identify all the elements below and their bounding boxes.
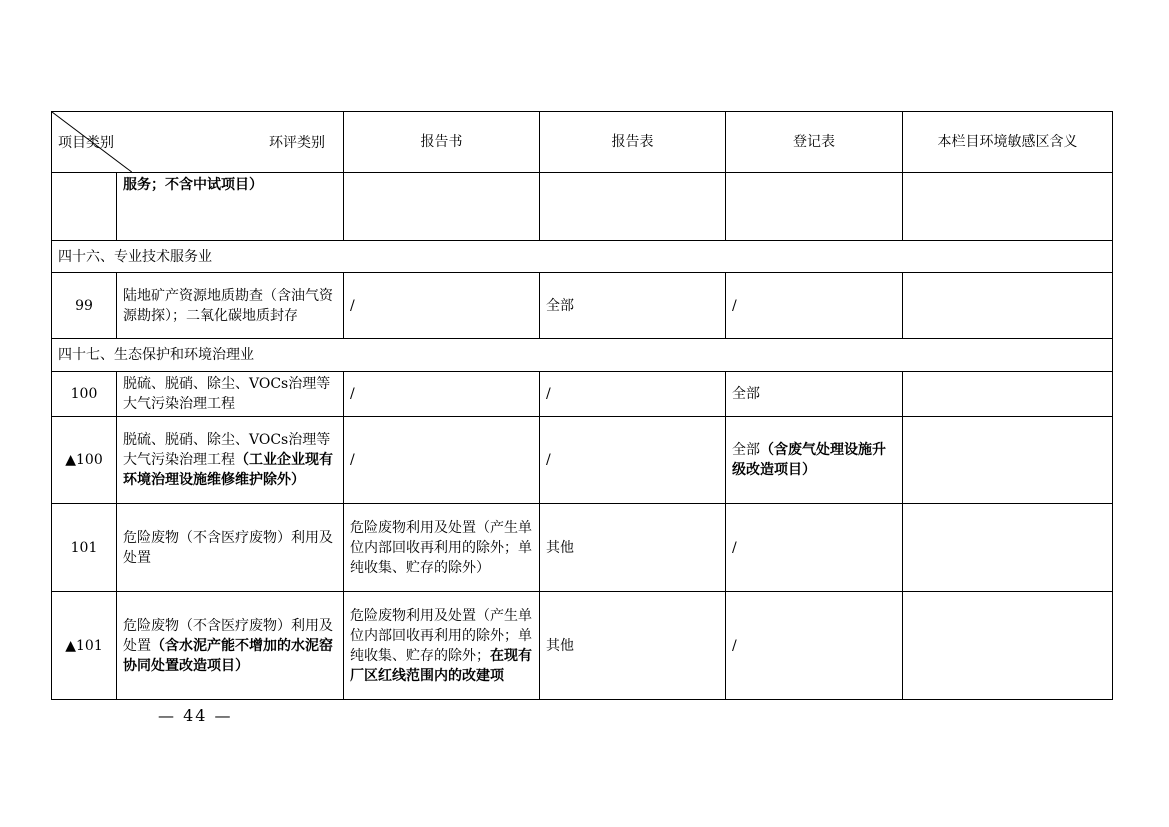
row-number: 100	[52, 372, 117, 417]
row-name-note: （工业企业现有环境治理设施维修维护除外）	[123, 452, 333, 488]
row-registration	[726, 417, 903, 504]
header-report-book: 报告书	[344, 112, 540, 173]
row-registration: /	[726, 592, 903, 700]
row-sensitive	[903, 173, 1113, 241]
row-number	[52, 173, 117, 241]
row-report-form: 其他	[540, 592, 726, 700]
row-name: 陆地矿产资源地质勘查（含油气资源勘探）；二氧化碳地质封存	[117, 273, 344, 339]
row-name	[117, 417, 344, 504]
row-name: 脱硫、脱硝、除尘、VOCs治理等大气污染治理工程	[117, 372, 344, 417]
section-title: 四十七、生态保护和环境治理业	[52, 339, 1113, 372]
row-sensitive	[903, 592, 1113, 700]
header-sensitive-area: 本栏目环境敏感区含义	[903, 112, 1113, 173]
row-registration-note: （含废气处理设施升级改造项目）	[732, 442, 886, 478]
header-diagonal-cell	[52, 112, 344, 173]
row-report-form: 全部	[540, 273, 726, 339]
row-report-book: /	[344, 372, 540, 417]
row-name-note: （含水泥产能不增加的水泥窑协同处置改造项目）	[123, 637, 333, 674]
row-report-form: /	[540, 372, 726, 417]
table-row	[52, 592, 1113, 700]
row-report-book	[344, 173, 540, 241]
row-report-book: /	[344, 417, 540, 504]
row-report-form: 其他	[540, 504, 726, 592]
row-name-text: 脱硫、脱硝、除尘、VOCs治理等大气污染治理工程	[123, 432, 331, 468]
header-eia-category: 环评类别	[269, 135, 325, 151]
page-number: — 44 —	[158, 706, 233, 725]
section-title: 四十六、专业技术服务业	[52, 241, 1113, 273]
row-name	[117, 592, 344, 700]
table-row	[52, 417, 1113, 504]
row-number: ▲101	[52, 592, 117, 700]
table-row	[52, 372, 1113, 417]
row-report-book-note: 在现有厂区红线范围内的改建项	[350, 647, 532, 684]
table-header-row	[52, 112, 1113, 173]
row-report-book: /	[344, 273, 540, 339]
table-row	[52, 504, 1113, 592]
section-row	[52, 339, 1113, 372]
row-report-form	[540, 173, 726, 241]
row-report-book: 危险废物利用及处置（产生单位内部回收再利用的除外；单纯收集、贮存的除外）	[344, 504, 540, 592]
row-name: 危险废物（不含医疗废物）利用及处置	[117, 504, 344, 592]
row-sensitive	[903, 273, 1113, 339]
row-name-text: 危险废物（不含医疗废物）利用及处置	[123, 617, 333, 654]
header-report-form: 报告表	[540, 112, 726, 173]
row-registration: /	[726, 504, 903, 592]
table-row	[52, 173, 1113, 241]
row-report-book-text: 危险废物利用及处置（产生单位内部回收再利用的除外；单纯收集、贮存的除外；	[350, 607, 532, 664]
row-sensitive	[903, 504, 1113, 592]
table-row	[52, 273, 1113, 339]
row-number: 101	[52, 504, 117, 592]
row-registration	[726, 173, 903, 241]
eia-category-table	[51, 111, 1113, 700]
row-sensitive	[903, 417, 1113, 504]
row-report-book	[344, 592, 540, 700]
row-registration: /	[726, 273, 903, 339]
row-registration-text: 全部	[732, 442, 760, 458]
row-number: ▲100	[52, 417, 117, 504]
row-number: 99	[52, 273, 117, 339]
row-sensitive	[903, 372, 1113, 417]
header-project-category: 项目类别	[58, 135, 114, 151]
header-registration-form: 登记表	[726, 112, 903, 173]
section-row	[52, 241, 1113, 273]
row-registration: 全部	[726, 372, 903, 417]
row-name: 服务；不含中试项目）	[117, 173, 344, 241]
row-report-form: /	[540, 417, 726, 504]
